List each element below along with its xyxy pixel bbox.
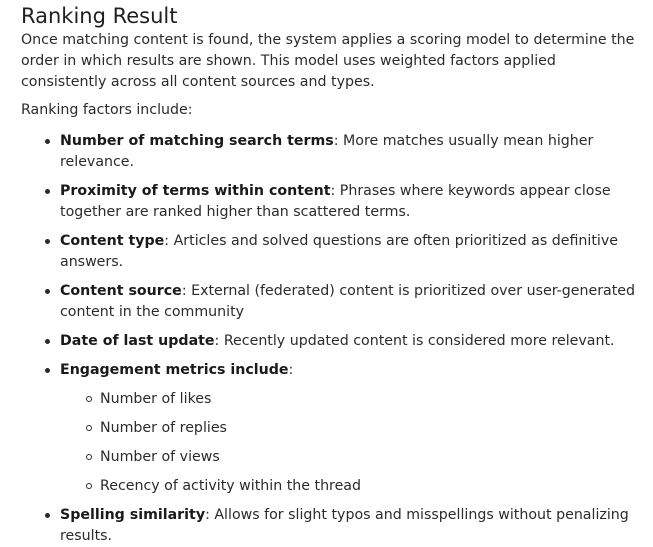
factors-lead-text: Ranking factors include: (21, 102, 193, 118)
factor-description: : Phrases where keywords appear close together are ranked higher than scattered terms. (60, 183, 611, 220)
metric-item: Number of likes (100, 389, 643, 410)
factor-item-engagement (60, 360, 643, 497)
factor-description: : More matches usually mean higher relevance. (60, 133, 594, 170)
factor-description: : Articles and solved questions are often prioritized as definitive answers. (60, 233, 618, 270)
metric-item: Number of replies (100, 418, 643, 439)
ranking-factors-list (21, 131, 643, 547)
factor-term: Content source (60, 283, 182, 299)
factor-term: Number of matching search terms (60, 133, 334, 149)
factor-item-proximity (60, 181, 643, 223)
factor-term: Content type (60, 233, 165, 249)
factor-term: Proximity of terms within content (60, 183, 331, 199)
metric-item: Number of views (100, 447, 643, 468)
factor-item-matching-terms (60, 131, 643, 173)
factor-item-content-type (60, 231, 643, 273)
factor-item-last-update (60, 331, 643, 352)
factor-description: : External (federated) content is prioritized over user-generated content in the community (60, 283, 636, 320)
section-heading: Ranking Result (21, 4, 178, 28)
factor-term: Spelling similarity (60, 507, 206, 523)
factor-item-spelling (60, 505, 643, 547)
factor-item-content-source (60, 281, 643, 323)
metric-item: Recency of activity within the thread (100, 476, 643, 497)
factor-term: Date of last update (60, 333, 215, 349)
factor-term: Engagement metrics include (60, 362, 289, 378)
intro-paragraph: Once matching content is found, the system applies a scoring model to determine the order in which results are shown. This model uses weighted factors applied consistently across all content sources and types. (21, 32, 635, 90)
factor-description: : (288, 362, 294, 378)
factor-description: : Allows for slight typos and misspellings without penalizing results. (60, 507, 629, 544)
factor-description: : Recently updated content is considered more relevant. (214, 333, 615, 349)
engagement-metrics-list (60, 389, 643, 497)
